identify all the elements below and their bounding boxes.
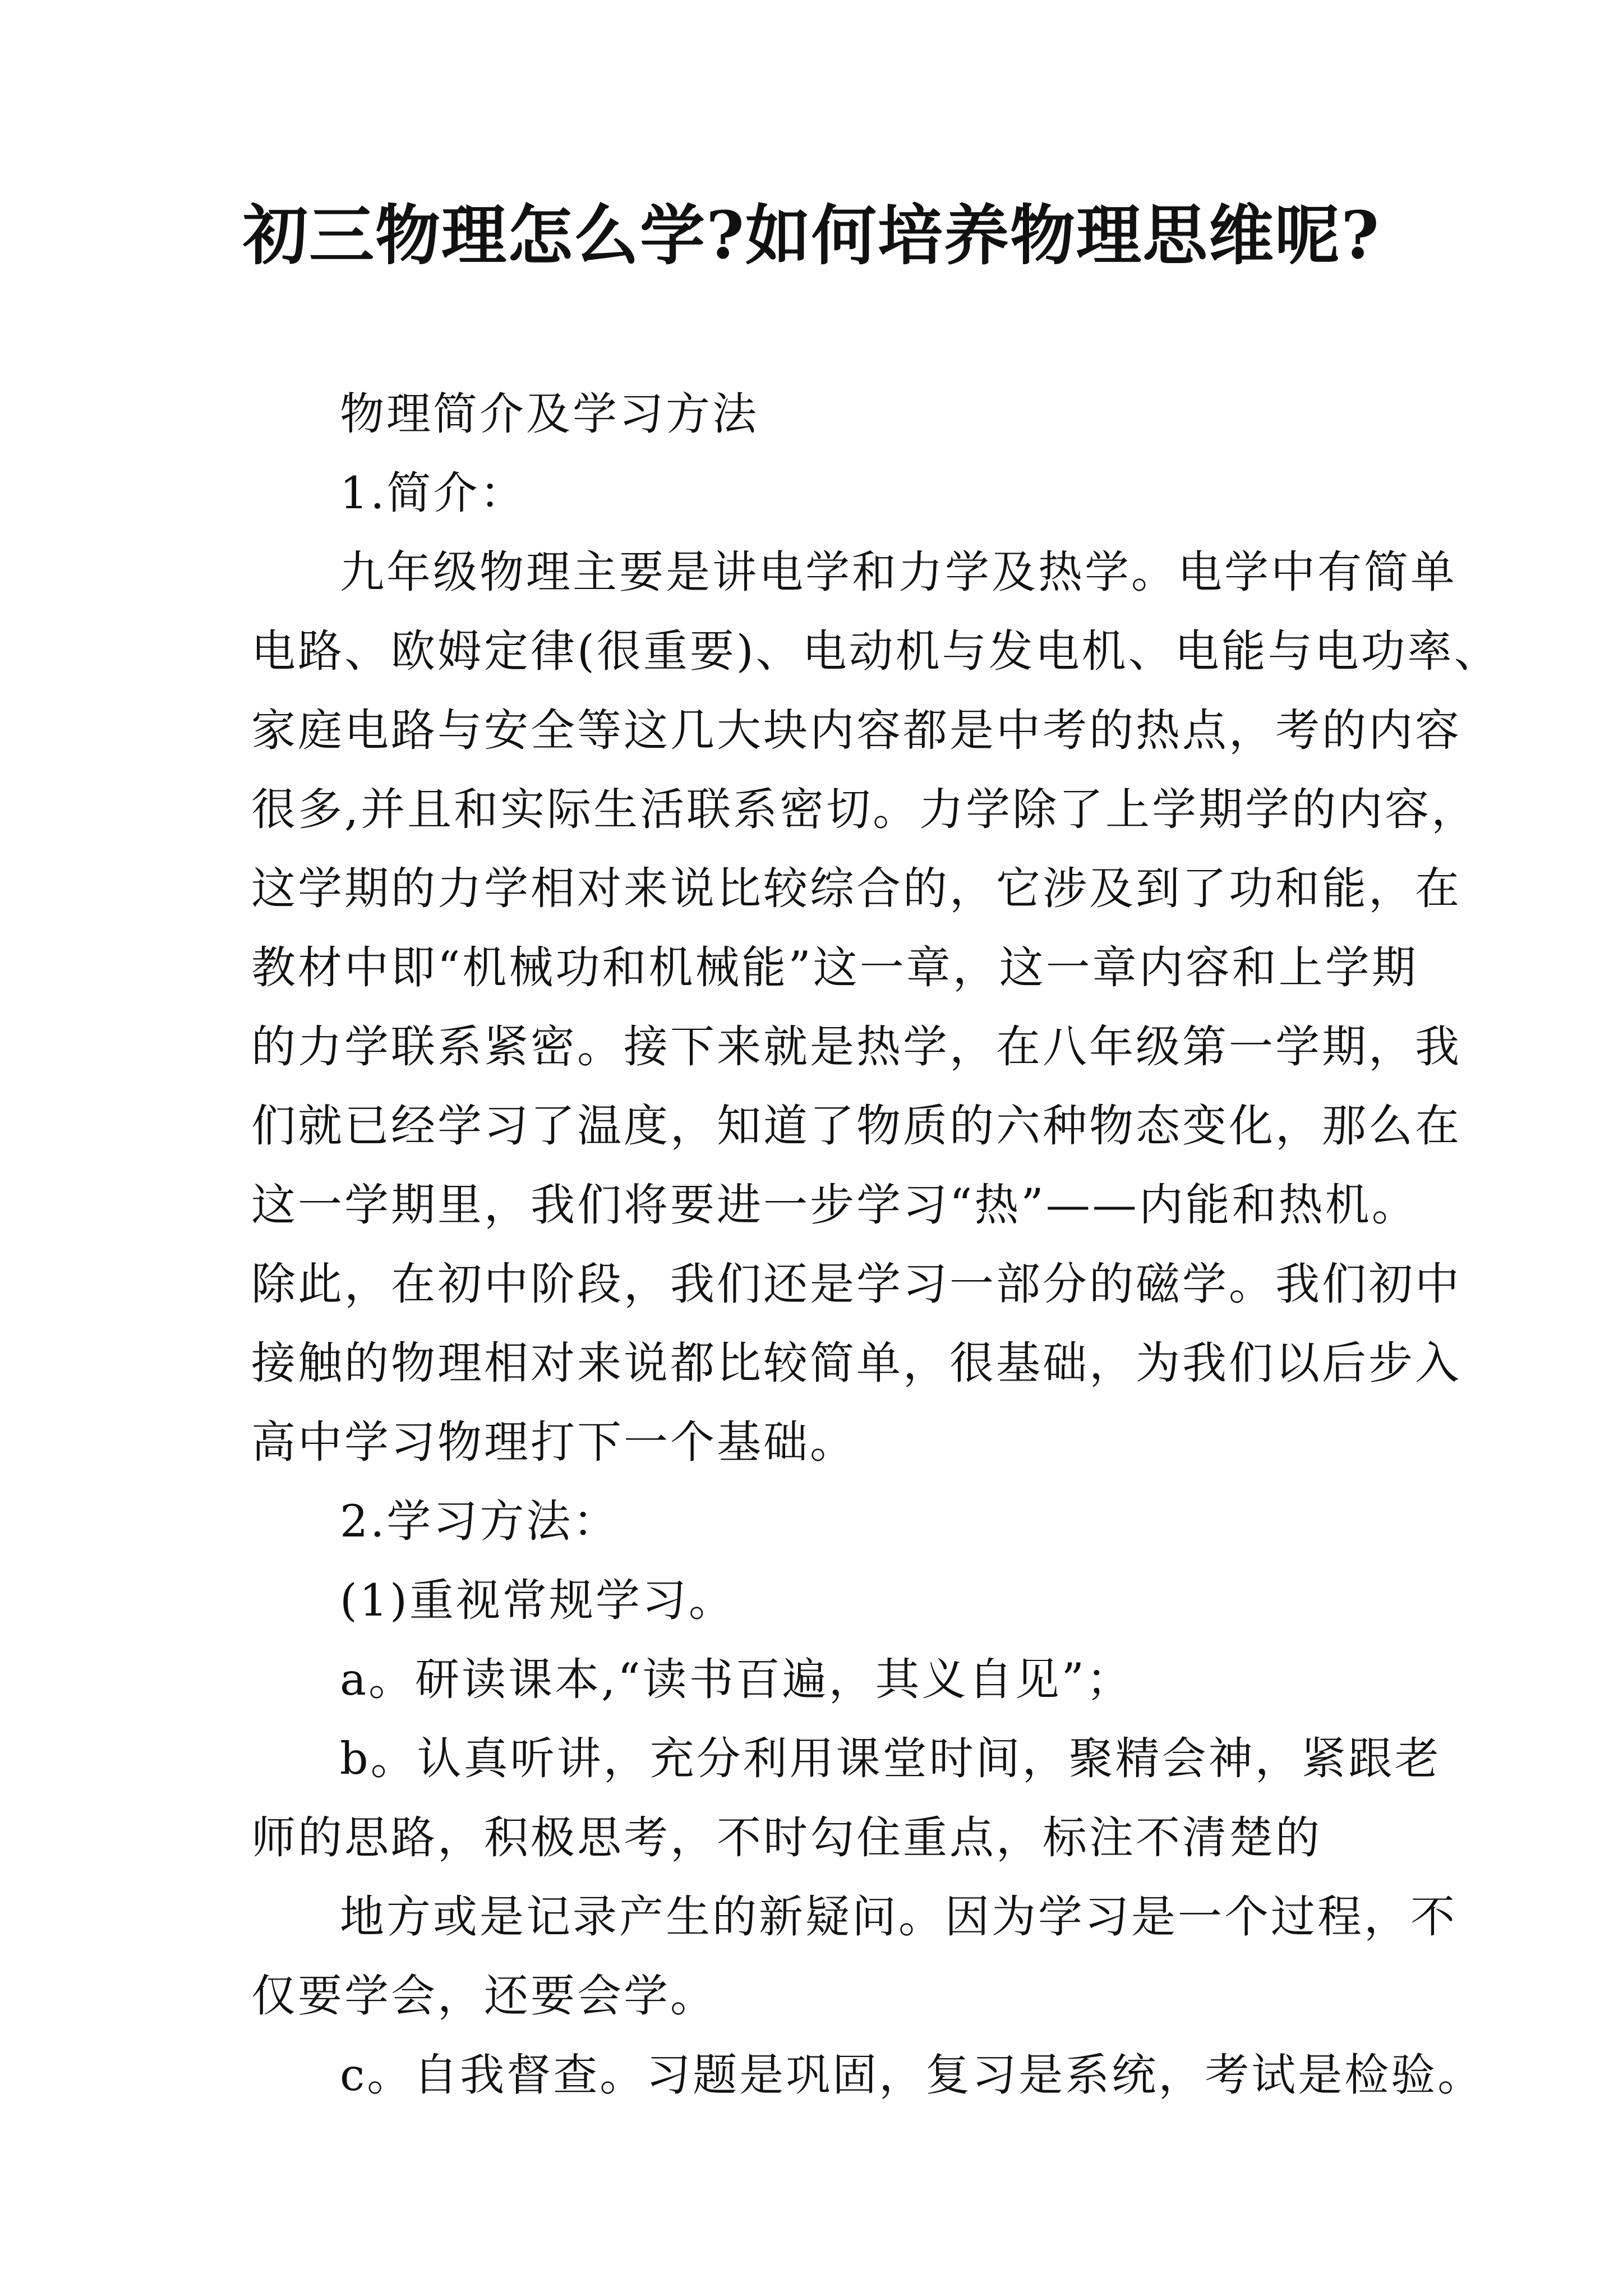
- text-line: 1.简介：: [340, 467, 527, 519]
- text-line: 很多,并且和实际生活联系密切。力学除了上学期学的内容，: [251, 784, 1478, 835]
- text-line: 仅要学会，还要会学。: [251, 1970, 717, 2022]
- text-line: 地方或是记录产生的新疑问。因为学习是一个过程，不: [340, 1891, 1457, 1943]
- text-line: 这学期的力学相对来说比较综合的，它涉及到了功和能，在: [251, 863, 1461, 914]
- text-line: 九年级物理主要是讲电学和力学及热学。电学中有简单: [340, 546, 1457, 598]
- text-line: 家庭电路与安全等这几大块内容都是中考的热点，考的内容: [251, 705, 1461, 756]
- text-line: a。研读课本,“读书百遍，其义自见”；: [340, 1654, 1133, 1705]
- text-line: 除此，在初中阶段，我们还是学习一部分的磁学。我们初中: [251, 1258, 1461, 1310]
- text-line: c。自我督查。习题是巩固，复习是系统，考试是检验。: [340, 2049, 1484, 2101]
- text-line: (1)重视常规学习。: [340, 1575, 735, 1626]
- text-line: 电路、欧姆定律(很重要)、电动机与发电机、电能与电功率、: [251, 625, 1501, 677]
- text-line: 高中学习物理打下一个基础。: [251, 1416, 856, 1468]
- text-line: 的力学联系紧密。接下来就是热学，在八年级第一学期，我: [251, 1021, 1461, 1073]
- text-line: 师的思路，积极思考，不时勾住重点，标注不清楚的: [251, 1812, 1322, 1864]
- document-body: [251, 375, 1501, 2115]
- text-line: 2.学习方法：: [340, 1496, 620, 1547]
- text-line: 接触的物理相对来说都比较简单，很基础，为我们以后步入: [251, 1337, 1461, 1389]
- text-line: b。认真听讲，充分利用课堂时间，聚精会神，紧跟老: [340, 1733, 1441, 1784]
- text-line: 这一学期里，我们将要进一步学习“热”——内能和热机。: [251, 1179, 1418, 1231]
- text-line: 们就已经学习了温度，知道了物质的六种物态变化，那么在: [251, 1100, 1461, 1152]
- document-title: 初三物理怎么学?如何培养物理思维呢?: [243, 197, 1380, 274]
- text-line: 物理简介及学习方法: [340, 388, 759, 440]
- text-line: 教材中即“机械功和机械能”这一章，这一章内容和上学期: [251, 942, 1418, 993]
